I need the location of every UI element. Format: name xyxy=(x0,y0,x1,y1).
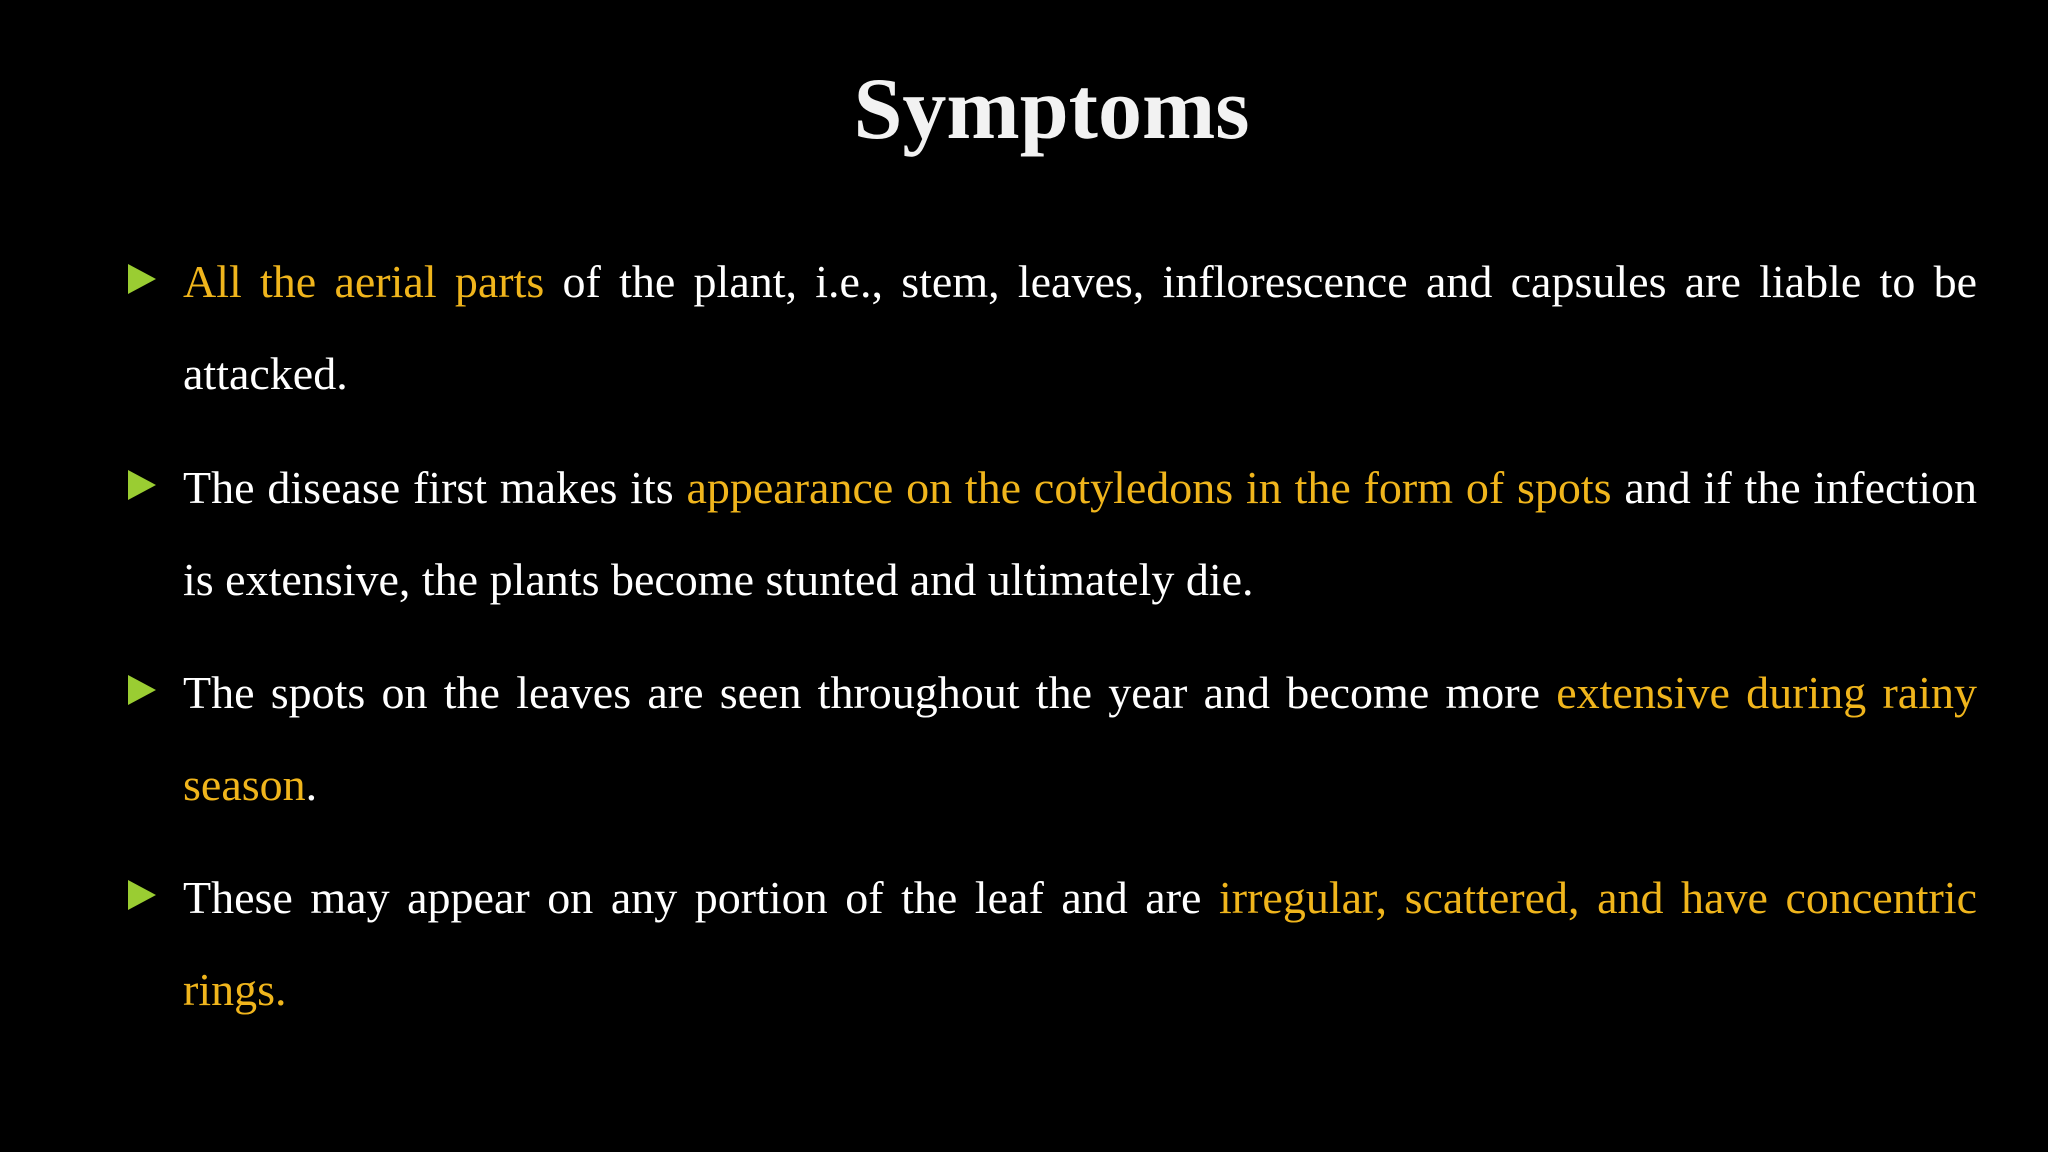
bullet-text xyxy=(183,442,1977,626)
body-text: These may appear on any portion of the leaf and are xyxy=(183,872,1220,923)
right-triangle-icon xyxy=(128,675,156,705)
highlight-text: All the aerial parts xyxy=(183,256,545,307)
bullet-text xyxy=(183,647,1977,831)
highlight-text: appearance on the cotyledons in the form of spots xyxy=(686,462,1612,513)
body-text: The disease first makes its xyxy=(183,462,687,513)
right-triangle-icon xyxy=(128,880,156,910)
right-triangle-icon xyxy=(128,264,156,294)
right-triangle-icon xyxy=(128,470,156,500)
body-text: . xyxy=(305,759,318,810)
bullet-text xyxy=(183,852,1977,1036)
body-text: and if the infection is extensive, the plants become stunted and ultimately die. xyxy=(183,462,1977,605)
body-text: The spots on the leaves are seen throughout the year and become more xyxy=(183,667,1557,718)
highlight-text: irregular, scattered, and have concentric rings. xyxy=(183,872,1977,1015)
slide-title: Symptoms xyxy=(853,61,1250,158)
body-text: of the plant, i.e., stem, leaves, inflorescence and capsules are liable to be attacked. xyxy=(183,256,1977,399)
bullet-text xyxy=(183,236,1977,420)
highlight-text: extensive during rainy season xyxy=(183,667,1978,810)
